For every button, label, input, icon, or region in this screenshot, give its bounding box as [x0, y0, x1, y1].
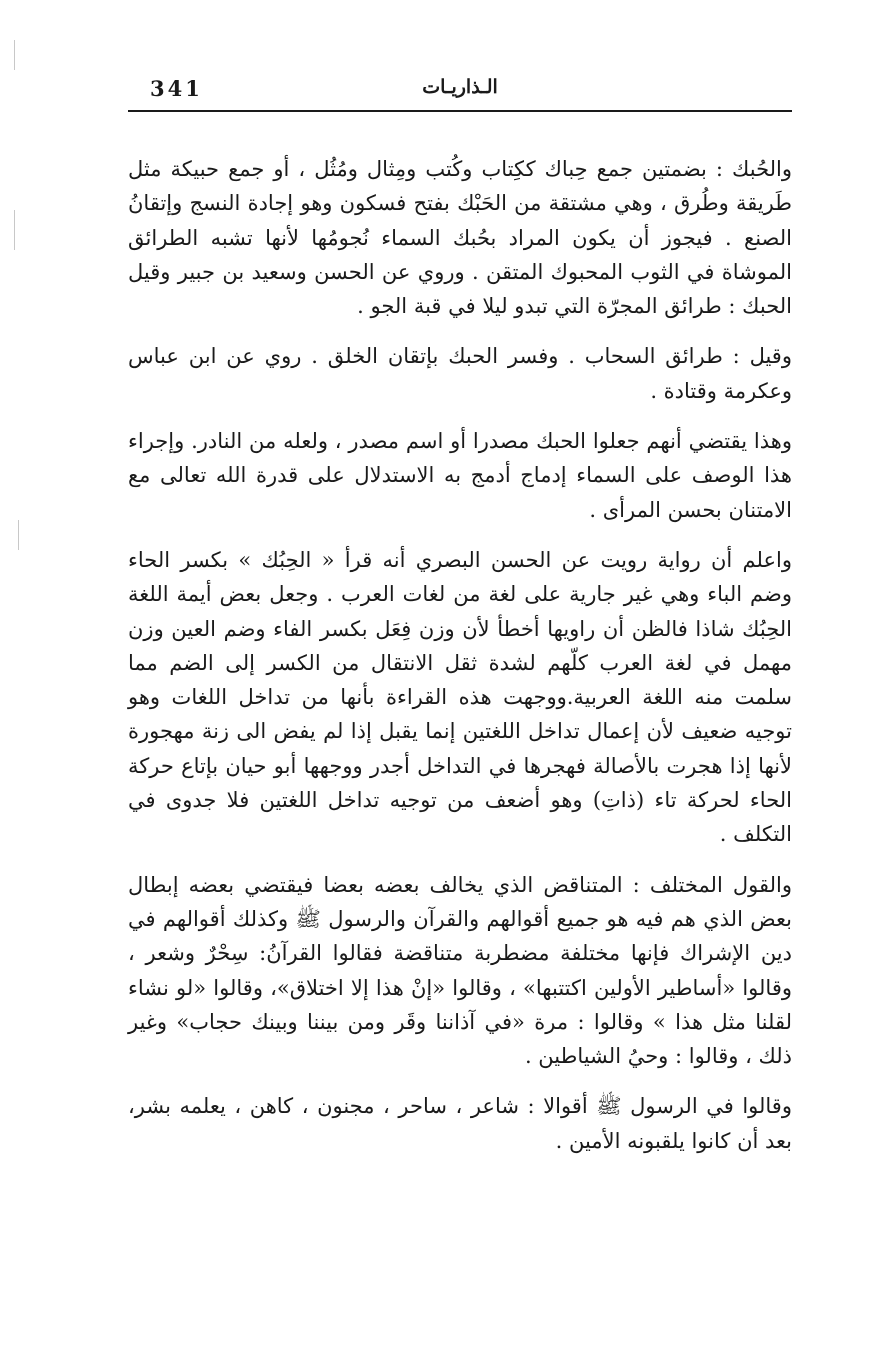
margin-line — [14, 40, 15, 70]
paragraph: وهذا يقتضي أنهم جعلوا الحبك مصدرا أو اسم مصدر ، ولعله من النادر. وإجراء هذا الوصف على السماء إدماج أدمج به الاستدلال على قدرة الله تعالى مع الامتنان بحسن المرأى . — [128, 429, 792, 522]
header-rule — [128, 110, 792, 112]
margin-line — [14, 210, 15, 250]
paragraph: والحُبك : بضمتين جمع حِباك ككِتاب وكُتب ومِثال ومُثُل ، أو جمع حبيكة مثل طَريقة وطُرق ، وهي مشتقة من الحَبْك بفتح فسكون وهو إجادة النسج وإتقانُ الصنع . فيجوز أن يكون المراد بحُبك السماء نُجومُها لأنها تشبه الطرائق الموشاة في الثوب المحبوك المتقن . وروي عن الحسن وسعيد بن جبير وقيل الحبك : طرائق المجرّة التي تبدو ليلا في قبة الجو . — [128, 157, 792, 319]
paragraph: وقيل : طرائق السحاب . وفسر الحبك بإتقان الخلق . روي عن ابن عباس وعكرمة وقتادة . — [128, 344, 792, 403]
paragraph: والقول المختلف : المتناقض الذي يخالف بعضه بعضا فيقتضي بعضه إبطال بعض الذي هم فيه هو جميع أقوالهم والقرآن والرسول ﷺ وكذلك أقوالهم في دين الإشراك فإنها مختلفة مضطربة متناقضة فقالوا القرآنُ: سِحْرٌ وشعر ، وقالوا «أساطير الأولين اكتتبها» ، وقالوا «إنْ هذا إلا اختلاق»، وقالوا «لو نشاء لقلنا مثل هذا » وقالوا : مرة «في آذاننا وقَر ومن بيننا وبينك حجاب» وغير ذلك ، وقالوا : وحيُ الشياطين . — [128, 872, 792, 1069]
running-title: الـذاريـات — [422, 76, 498, 98]
page-header — [128, 70, 792, 110]
page-number: 341 — [150, 76, 203, 101]
paragraph: واعلم أن رواية رويت عن الحسن البصري أنه قرأ « الحِبُك » بكسر الحاء وضم الباء وهي غير جارية على لغة من لغات العرب . وجعل بعض أيمة اللغة الحِبُك شاذا فالظن أن راويها أخطأ لأن وزن فِعَل بكسر الفاء وضم العين وزن مهمل في لغة العرب كلّهم لشدة ثقل الانتقال من الكسر إلى الضم مما سلمت منه اللغة العربية.ووجهت هذه القراءة بأنها من تداخل اللغات وهو توجيه ضعيف لأن إعمال تداخل اللغتين إنما يقبل إذا لم يفض الى زنة مهجورة لأنها إذا هجرت بالأصالة فهجرها في التداخل أجدر ووجهها أبو حيان بإتاع حركة الحاء لحركة تاء (ذاتِ) وهو أضعف من توجيه تداخل اللغتين فلا جدوى في التكلف . — [128, 547, 792, 847]
margin-line — [18, 520, 19, 550]
paragraph: وقالوا في الرسول ﷺ أقوالا : شاعر ، ساحر ، مجنون ، كاهن ، يعلمه بشر، بعد أن كانوا يلقبونه الأمين . — [128, 1094, 792, 1153]
body-text — [128, 152, 792, 1174]
